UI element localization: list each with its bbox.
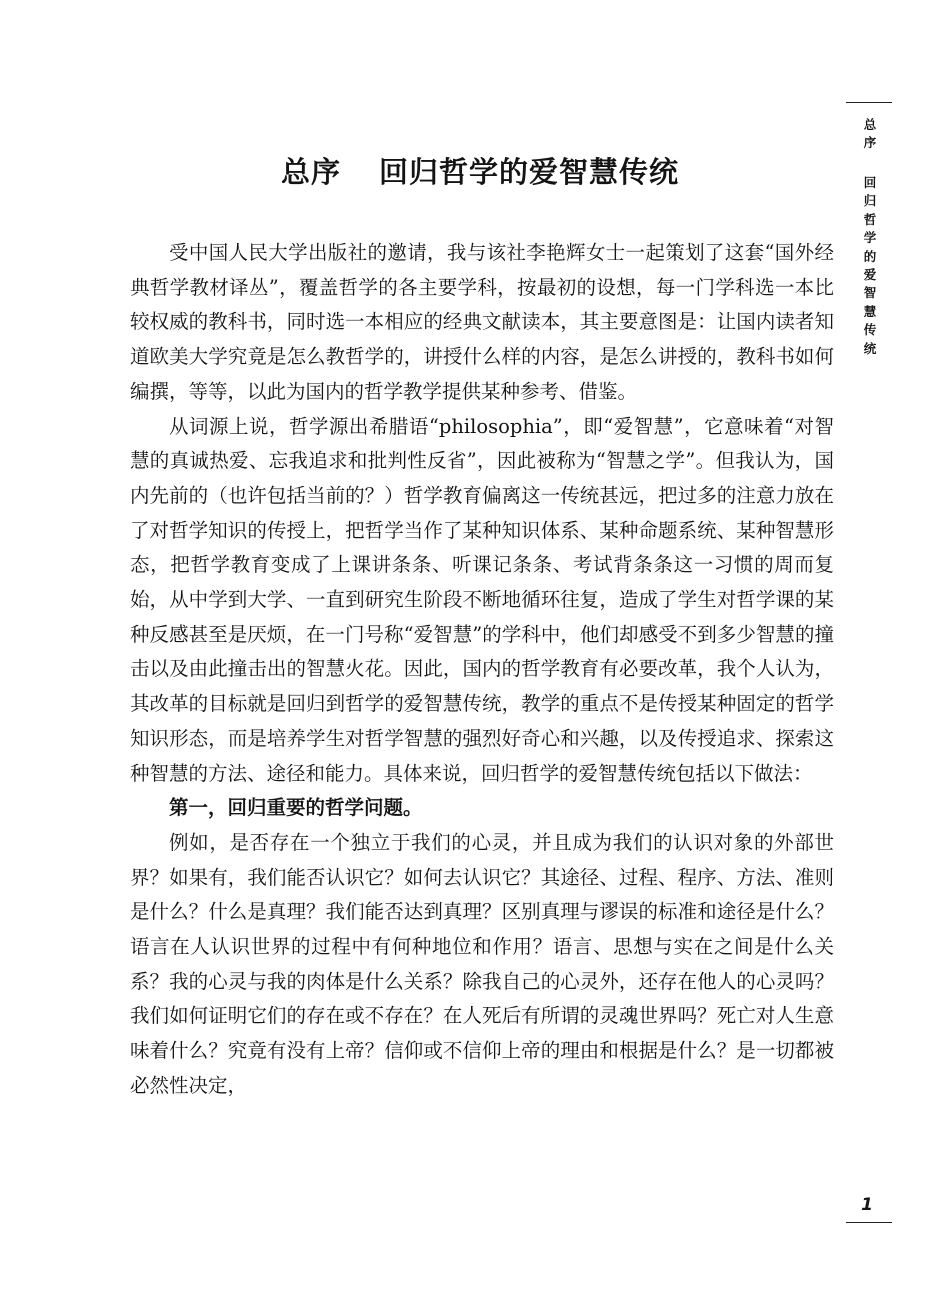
page-number: 1 bbox=[861, 1195, 873, 1215]
title-main: 回归哲学的爱智慧传统 bbox=[379, 155, 680, 189]
body-text bbox=[130, 236, 834, 1104]
title-prefix: 总序 bbox=[280, 155, 341, 189]
paragraph-2: 从词源上说，哲学源出希腊语“philosophia”，即“爱智慧”，它意味着“对智慧的真诚热爱、忘我追求和批判性反省”，因此被称为“智慧之学”。但我认为，国内先前的（也许包括当前的？）哲学教育偏离这一传统甚远，把过多的注意力放在了对哲学知识的传授上，把哲学当作了某种知识体系、某种命题系统、某种智慧形态，把哲学教育变成了上课讲条条、听课记条条、考试背条条这一习惯的周而复始，从中学到大学、一直到研究生阶段不断地循环往复，造成了学生对哲学课的某种反感甚至是厌烦，在一门号称“爱智慧”的学科中，他们却感受不到多少智慧的撞击以及由此撞击出的智慧火花。因此，国内的哲学教育有必要改革，我个人认为，其改革的目标就是回归到哲学的爱智慧传统，教学的重点不是传授某种固定的哲学知识形态，而是培养学生对哲学智慧的强烈好奇心和兴趣，以及传授追求、探索这种智慧的方法、途径和能力。具体来说，回归哲学的爱智慧传统包括以下做法： bbox=[130, 414, 834, 785]
page-title bbox=[130, 150, 830, 191]
running-header-title: 回归哲学的爱智慧传统 bbox=[863, 175, 877, 356]
paragraph-1: 受中国人民大学出版社的邀请，我与该社李艳辉女士一起策划了这套“国外经典哲学教材译丛”，覆盖哲学的各主要学科，按最初的设想，每一门学科选一本比较权威的教科书，同时选一本相应的经典文献读本，其主要意图是：让国内读者知道欧美大学究竟是怎么教哲学的，讲授什么样的内容，是怎么讲授的，教科书如何编撰，等等，以此为国内的哲学教学提供某种参考、借鉴。 bbox=[130, 241, 834, 403]
running-header-prefix: 总序 bbox=[863, 117, 877, 151]
section-heading: 第一，回归重要的哲学问题。 bbox=[169, 796, 423, 820]
side-rule-bottom bbox=[846, 1222, 892, 1223]
side-rule-top bbox=[846, 102, 892, 103]
paragraph-3: 例如，是否存在一个独立于我们的心灵，并且成为我们的认识对象的外部世界？如果有，我们能否认识它？如何去认识它？其途径、过程、程序、方法、准则是什么？什么是真理？我们能否达到真理？区别真理与谬误的标准和途径是什么？语言在人认识世界的过程中有何种地位和作用？语言、思想与实在之间是什么关系？我的心灵与我的肉体是什么关系？除我自己的心灵外，还存在他人的心灵吗？我们如何证明它们的存在或不存在？在人死后有所谓的灵魂世界吗？死亡对人生意味着什么？究竟有没有上帝？信仰或不信仰上帝的理由和根据是什么？是一切都被必然性决定， bbox=[130, 830, 834, 1097]
